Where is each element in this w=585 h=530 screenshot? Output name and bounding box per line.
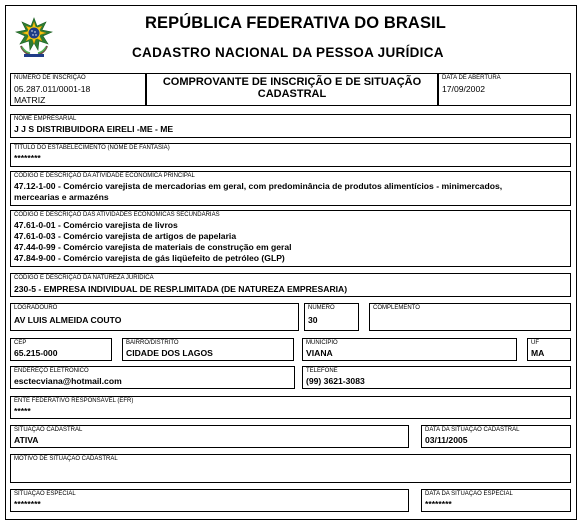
telefone-box (302, 366, 571, 389)
data-situacao-especial-value: ******** (425, 499, 452, 509)
nome-empresarial-value: J J S DISTRIBUIDORA EIRELI -ME - ME (14, 124, 174, 134)
page-subtitle: CADASTRO NACIONAL DA PESSOA JURÍDICA (132, 45, 444, 60)
telefone-value: (99) 3621-3083 (306, 376, 365, 386)
atividade-secundaria-item: 47.84-9-00 - Comércio varejista de gás liqüefeito de petróleo (GLP) (14, 253, 285, 263)
atividade-secundaria-item: 47.44-0-99 - Comércio varejista de materiais de construção em geral (14, 242, 292, 252)
municipio-box (302, 338, 517, 361)
natureza-juridica-value: 230-5 - EMPRESA INDIVIDUAL DE RESP.LIMITADA (DE NATUREZA EMPRESARIA) (14, 284, 348, 294)
atividade-principal-line2: mercearias e armazéns (14, 192, 109, 202)
telefone-label: TELEFONE (306, 368, 338, 374)
situacao-especial-label: SITUAÇÃO ESPECIAL (14, 491, 76, 497)
data-situacao-cadastral-label: DATA DA SITUAÇÃO CADASTRAL (425, 427, 520, 433)
data-abertura-label: DATA DE ABERTURA (442, 75, 501, 81)
complemento-box (369, 303, 571, 331)
cep-value: 65.215-000 (14, 348, 58, 358)
numero-value: 30 (308, 315, 318, 325)
numero-inscricao-type: MATRIZ (14, 95, 46, 105)
titulo-estabelecimento-value: ******** (14, 153, 41, 163)
bairro-box (122, 338, 294, 361)
motivo-situacao-box (10, 454, 571, 483)
situacao-especial-box (10, 489, 409, 512)
cep-label: CEP (14, 340, 27, 346)
logradouro-label: LOGRADOURO (14, 305, 58, 311)
uf-value: MA (531, 348, 545, 358)
motivo-situacao-label: MOTIVO DE SITUAÇÃO CADASTRAL (14, 456, 118, 462)
efr-label: ENTE FEDERATIVO RESPONSÁVEL (EFR) (14, 398, 134, 404)
situacao-cadastral-value: ATIVA (14, 435, 39, 445)
numero-inscricao-value: 05.287.011/0001-18 (14, 84, 91, 94)
comprovante-line1: COMPROVANTE DE INSCRIÇÃO E DE SITUAÇÃO (162, 76, 422, 88)
data-abertura-box (438, 73, 571, 106)
atividade-secundaria-item: 47.61-0-01 - Comércio varejista de livros (14, 220, 178, 230)
email-box (10, 366, 295, 389)
logradouro-value: AV LUIS ALMEIDA COUTO (14, 315, 122, 325)
atividade-principal-label: CÓDIGO E DESCRIÇÃO DA ATIVIDADE ECONÔMICA PRINCIPAL (14, 173, 195, 179)
data-situacao-cadastral-box (421, 425, 571, 448)
comprovante-title (147, 76, 437, 100)
atividade-principal-box (10, 171, 571, 206)
situacao-cadastral-box (10, 425, 409, 448)
complemento-label: COMPLEMENTO (373, 305, 420, 311)
numero-box (304, 303, 359, 331)
efr-box (10, 396, 571, 419)
data-situacao-especial-label: DATA DA SITUAÇÃO ESPECIAL (425, 491, 513, 497)
numero-inscricao-box (10, 73, 146, 106)
atividade-principal-line1: 47.12-1-00 - Comércio varejista de mercadorias em geral, com predominância de produtos alimentícios - minimercados, (14, 181, 503, 191)
uf-label: UF (531, 340, 539, 346)
natureza-juridica-box (10, 273, 571, 297)
numero-label: NÚMERO (308, 305, 335, 311)
numero-inscricao-label: NÚMERO DE INSCRIÇÃO (14, 75, 86, 81)
data-abertura-value: 17/09/2002 (442, 84, 486, 94)
atividade-secundaria-item: 47.61-0-03 - Comércio varejista de artigos de papelaria (14, 231, 237, 241)
atividades-secundarias-box (10, 210, 571, 267)
cep-box (10, 338, 112, 361)
nome-empresarial-label: NOME EMPRESARIAL (14, 116, 77, 122)
nome-empresarial-box (10, 114, 571, 138)
data-situacao-especial-box (421, 489, 571, 512)
bairro-label: BAIRRO/DISTRITO (126, 340, 179, 346)
situacao-especial-value: ******** (14, 499, 41, 509)
uf-box (527, 338, 571, 361)
municipio-value: VIANA (306, 348, 333, 358)
titulo-estabelecimento-label: TÍTULO DO ESTABELECIMENTO (NOME DE FANTASIA) (14, 145, 170, 151)
comprovante-line2: CADASTRAL (257, 88, 327, 100)
efr-value: ***** (14, 406, 31, 416)
titulo-estabelecimento-box (10, 143, 571, 167)
natureza-juridica-label: CÓDIGO E DESCRIÇÃO DA NATUREZA JURÍDICA (14, 275, 154, 281)
atividades-secundarias-label: CÓDIGO E DESCRIÇÃO DAS ATIVIDADES ECONÔMICAS SECUNDÁRIAS (14, 212, 220, 218)
comprovante-box (146, 73, 438, 106)
brazil-coat-of-arms-icon (12, 16, 56, 60)
situacao-cadastral-label: SITUAÇÃO CADASTRAL (14, 427, 83, 433)
email-value: esctecviana@hotmail.com (14, 376, 122, 386)
email-label: ENDEREÇO ELETRÔNICO (14, 368, 89, 374)
logradouro-box (10, 303, 299, 331)
data-situacao-cadastral-value: 03/11/2005 (425, 435, 468, 445)
bairro-value: CIDADE DOS LAGOS (126, 348, 213, 358)
municipio-label: MUNICÍPIO (306, 340, 338, 346)
page-title: REPÚBLICA FEDERATIVA DO BRASIL (145, 14, 446, 32)
